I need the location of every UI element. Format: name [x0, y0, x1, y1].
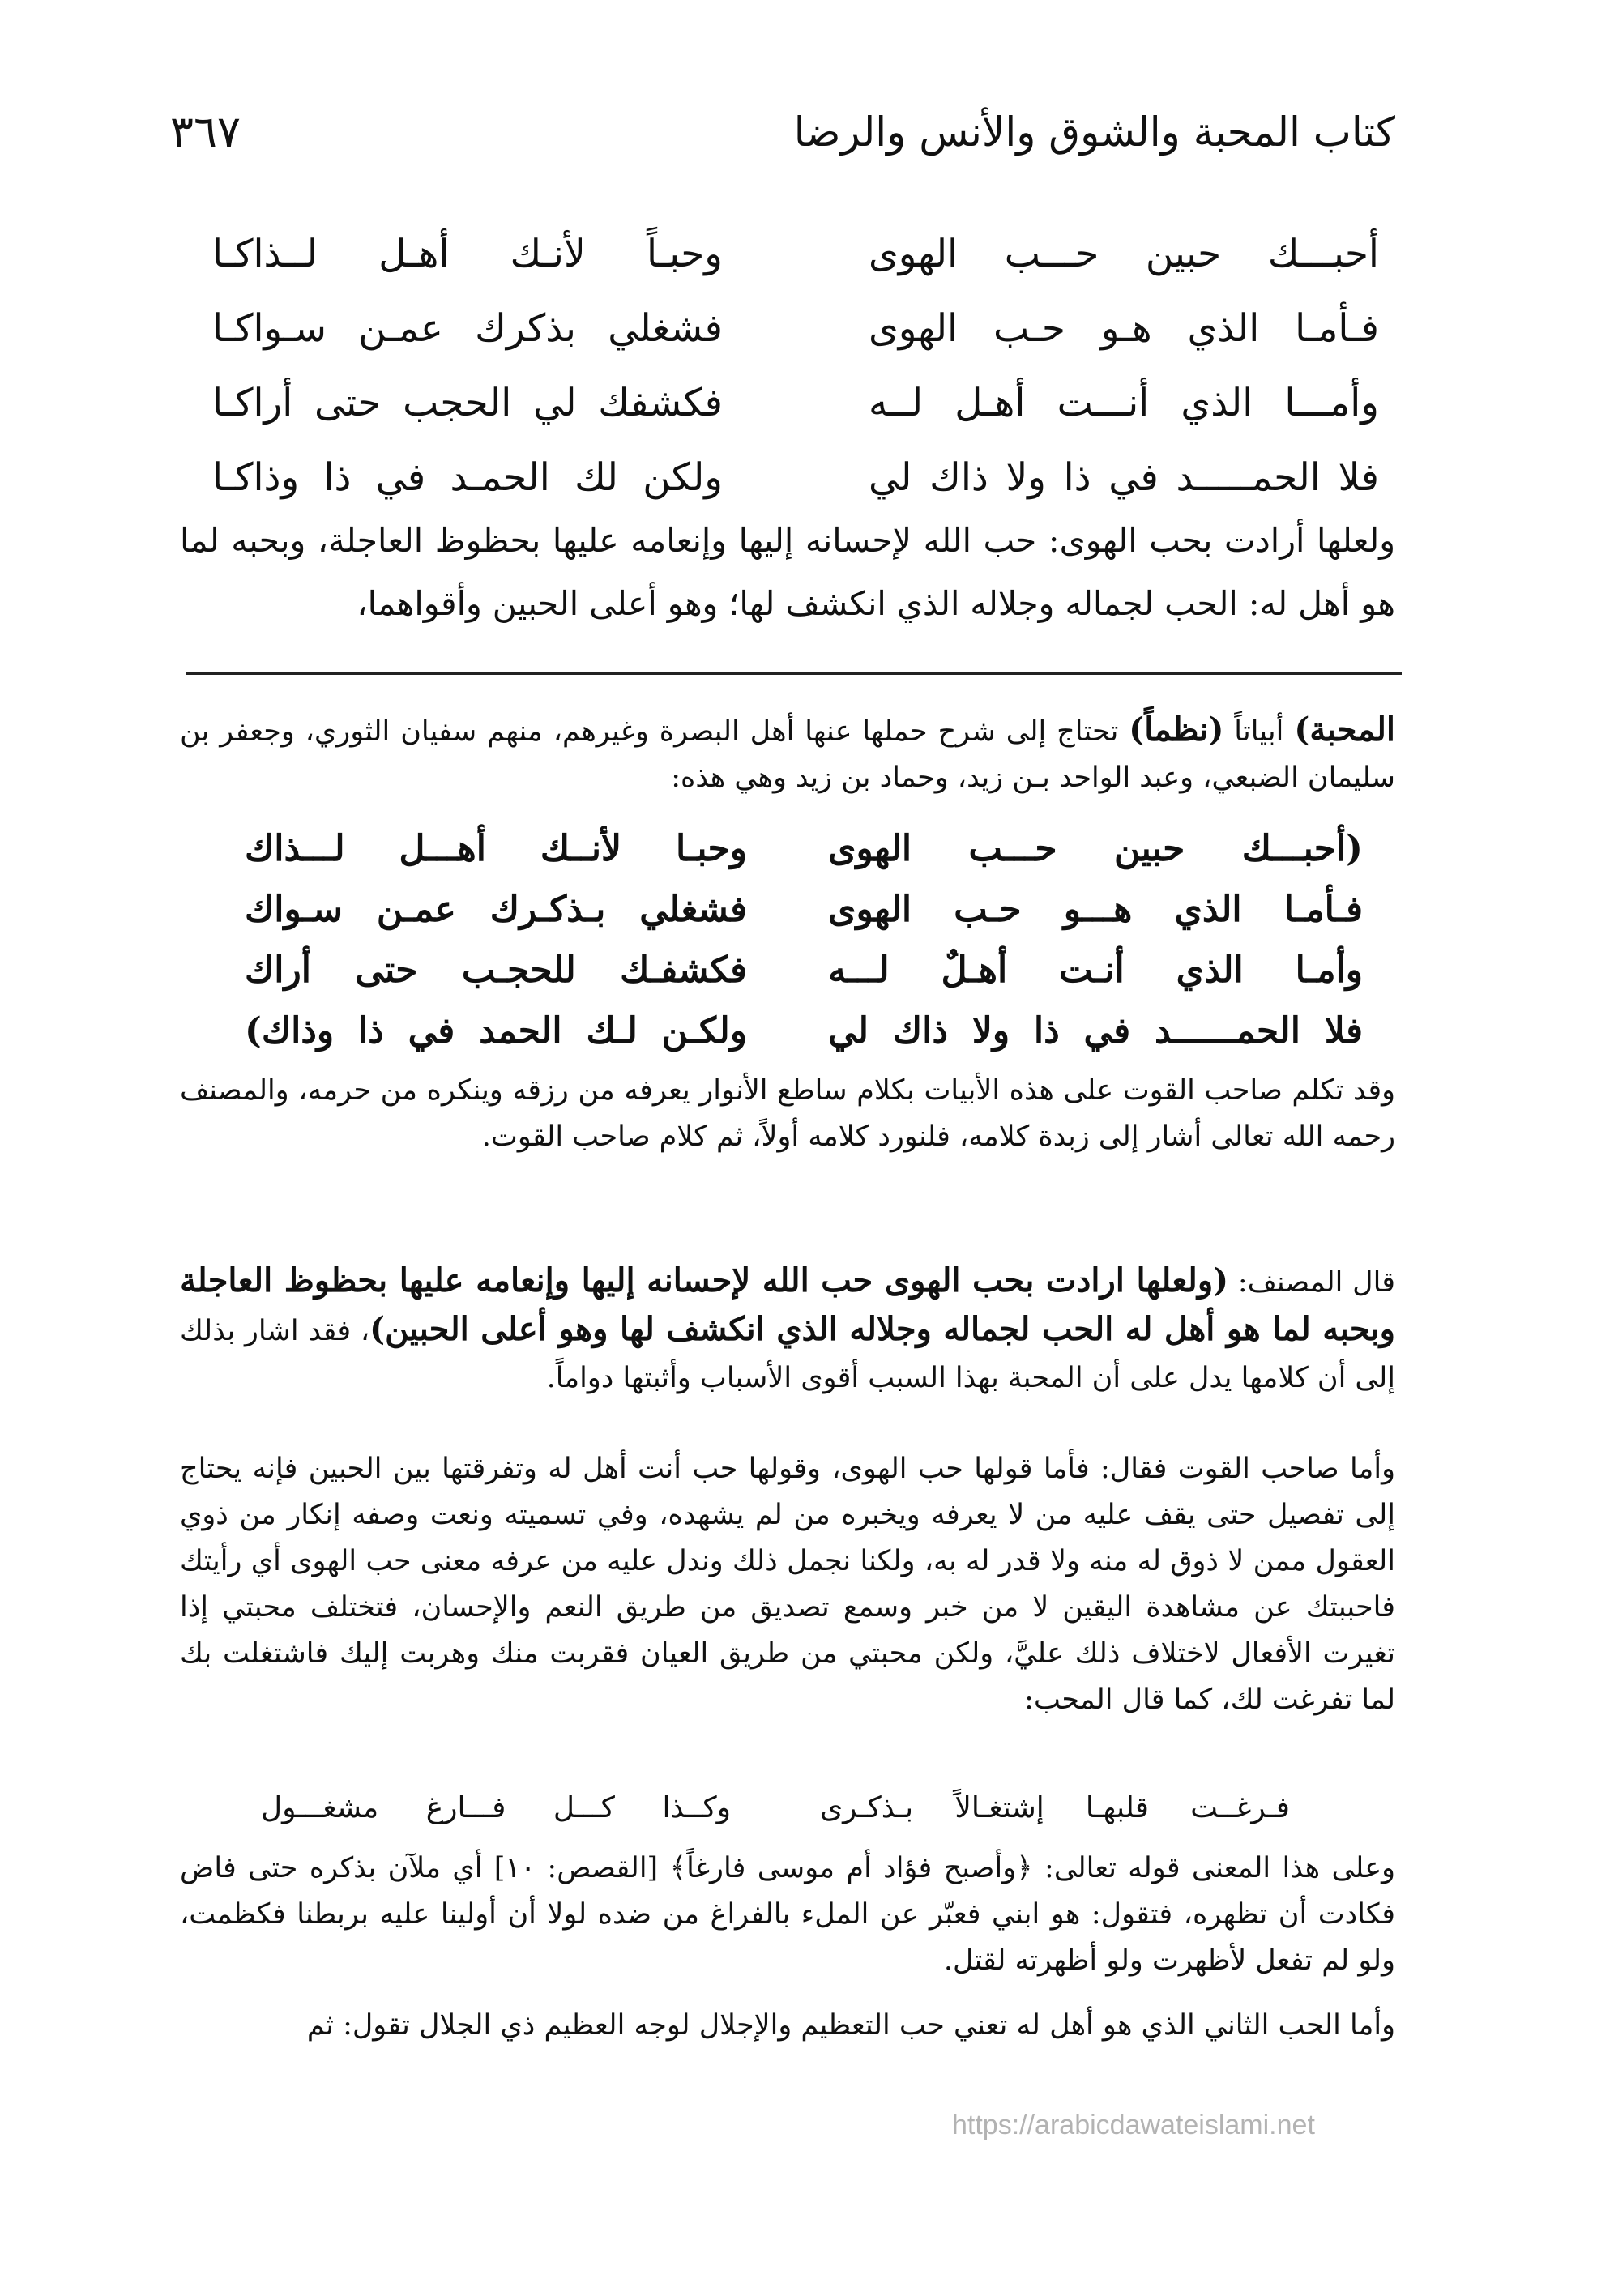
- commentary-lemma: المحبة): [1294, 711, 1395, 749]
- poem-line: [245, 1001, 1363, 1061]
- hemistich-second: ولكـن لـك الحمد في ذا وذاك): [245, 1010, 747, 1052]
- hemistich-second: وحبـا لأنــك أهـــل لـــذاك: [245, 828, 747, 869]
- hemistich-second: فشغلي بـذكـرك عمـن سـواك: [245, 889, 747, 930]
- poem-line: [212, 292, 1379, 366]
- commentary-paragraph-4: وأما صاحب القوت فقال: فأما قولها حب الهوى، وقولها حب أنت أهل له وتفرقتها بين الحبين فإنه يحتاج إلى تفصيل حتى يقف عليه من لا يعرفه ويخبره من لم يشهده، وفي تسميته ونعت وصفه إنكار من ذوي العقول ممن لا ذوق له منه ولا قدر له به، ولكنا نجمل ذلك وندل عليه من عرفه معنى حب الهوى أي رأيتك فاحببتك عن مشاهدة اليقين لا من خبر وسمع تصديق من طريق النعم والإحسان، فتختلف محبتي إذا تغيرت الأفعال لاختلاف ذلك عليَّ، ولكن محبتي من طريق العيان فقربت منك وهربت إليك فاشتغلت بك لما تفرغت لك، كما قال المحب:: [180, 1453, 1395, 1716]
- poem-line: [212, 441, 1379, 515]
- hemistich-first: فـرغــت قلبهـا إشتغـالاً بـذكـرى: [820, 1791, 1290, 1824]
- poem-commentary: [245, 818, 1363, 1061]
- hemistich-first: وأمـــا الذي أنـــت أهـل لــه: [869, 381, 1379, 425]
- hemistich-first: فلا الحمـــــد في ذا ولا ذاك لي: [869, 455, 1379, 500]
- main-paragraph: ولعلها أرادت بحب الهوى: حب الله لإحسانه إليها وإنعامه عليها بحظوظ العاجلة، وبحبه لما هو أهل له: الحب لجماله وجلاله الذي انكشف لها؛ وهو أعلى الحبين وأقواهما،: [180, 521, 1395, 623]
- poem-line: [245, 818, 1363, 879]
- hemistich-second: ولكن لك الحمـد في ذا وذاكـا: [212, 455, 723, 500]
- poem-line: [245, 879, 1363, 940]
- hemistich-second: فكشفك لي الحجب حتى أراكـا: [212, 381, 723, 425]
- hemistich-first: فـأمـا الذي هـــو حـب الهوى: [828, 889, 1363, 930]
- commentary-lemma: (نظماً): [1129, 711, 1224, 749]
- commentary-paragraph-1: [180, 706, 1395, 801]
- hemistich-first: فلا الحمــــــد في ذا ولا ذاك لي: [828, 1010, 1363, 1052]
- running-header-title: كتاب المحبة والشوق والأنس والرضا: [793, 109, 1395, 156]
- divider-rule: [186, 672, 1402, 675]
- commentary-lemma: (ولعلها ارادت بحب الهوى حب الله لإحسانه إليها وإنعامه عليها بحظوظ العاجلة وبحبه لما هو أهل له الحب لجماله وجلاله الذي انكشف لها وهو أعلى الحبين): [180, 1261, 1395, 1348]
- commentary-paragraph-2: وقد تكلم صاحب القوت على هذه الأبيات بكلام ساطع الأنوار يعرفه من رزقه وينكره من حرمه، والمصنف رحمه الله تعالى أشار إلى زبدة كلامه، فلنورد كلامه أولاً، ثم كلام صاحب القوت.: [180, 1074, 1395, 1153]
- hemistich-first: أحبـــك حبين حـــب الهوى: [869, 232, 1379, 276]
- hemistich-second: فشغلي بذكرك عمـن سـواكـا: [212, 306, 723, 351]
- hemistich-second: فكشفـك للحجـب حتى أراك: [245, 950, 747, 991]
- commentary-paragraph-3: [180, 1257, 1395, 1402]
- poem-line: [212, 366, 1379, 441]
- poem-main: [212, 217, 1379, 515]
- commentary-paragraph-5: وعلى هذا المعنى قوله تعالى: ﴿وأصبح فؤاد أم موسى فارغاً﴾ [القصص: ١٠] أي ملآن بذكره حتى فاض فكادت أن تظهره، فتقول: هو ابني فعبّر عن الملء بالفراغ من ضده لولا أن أولينا عليه بربطنا فكظمت، ولو لم تفعل لأظهرت ولو أظهرته لقتل.: [180, 1852, 1395, 1977]
- watermark-url: https://arabicdawateislami.net: [952, 2110, 1315, 2140]
- hemistich-first: فـأمـا الذي هـو حـب الهوى: [869, 306, 1379, 351]
- hemistich-first: (أحبـــك حبين حـــب الهوى: [828, 828, 1363, 869]
- hemistich-second: وكــذا كـــل فـــارغ مشغـــول: [261, 1791, 731, 1824]
- page-number: ٣٦٧: [170, 106, 241, 157]
- poem-line: [212, 217, 1379, 292]
- hemistich-first: وأمـا الذي أنـت أهـلٌ لـــه: [828, 950, 1363, 991]
- commentary-text: ، فقد اشار بذلك إلى أن كلامها يدل على أن المحبة بهذا السبب أقوى الأسباب وأثبتها دواماً.: [180, 1315, 1395, 1394]
- hemistich-second: وحبـاً لأنـك أهـل لــذاكـا: [212, 232, 723, 276]
- commentary-paragraph-6: وأما الحب الثاني الذي هو أهل له تعني حب التعظيم والإجلال لوجه العظيم ذي الجلال تقول: ثم: [306, 2009, 1395, 2042]
- commentary-text: تحتاج إلى شرح حملها عنها أهل البصرة وغيرهم، منهم سفيان الثوري، وجعفر بن سليمان الضبعي، وعبد الواحد بـن زيد، وحماد بن زيد وهي هذه:: [180, 715, 1395, 794]
- commentary-text: قال المصنف:: [1228, 1266, 1395, 1299]
- commentary-text: أبياتاً: [1223, 715, 1295, 748]
- quoted-verse: [261, 1784, 1290, 1833]
- poem-line: [245, 940, 1363, 1001]
